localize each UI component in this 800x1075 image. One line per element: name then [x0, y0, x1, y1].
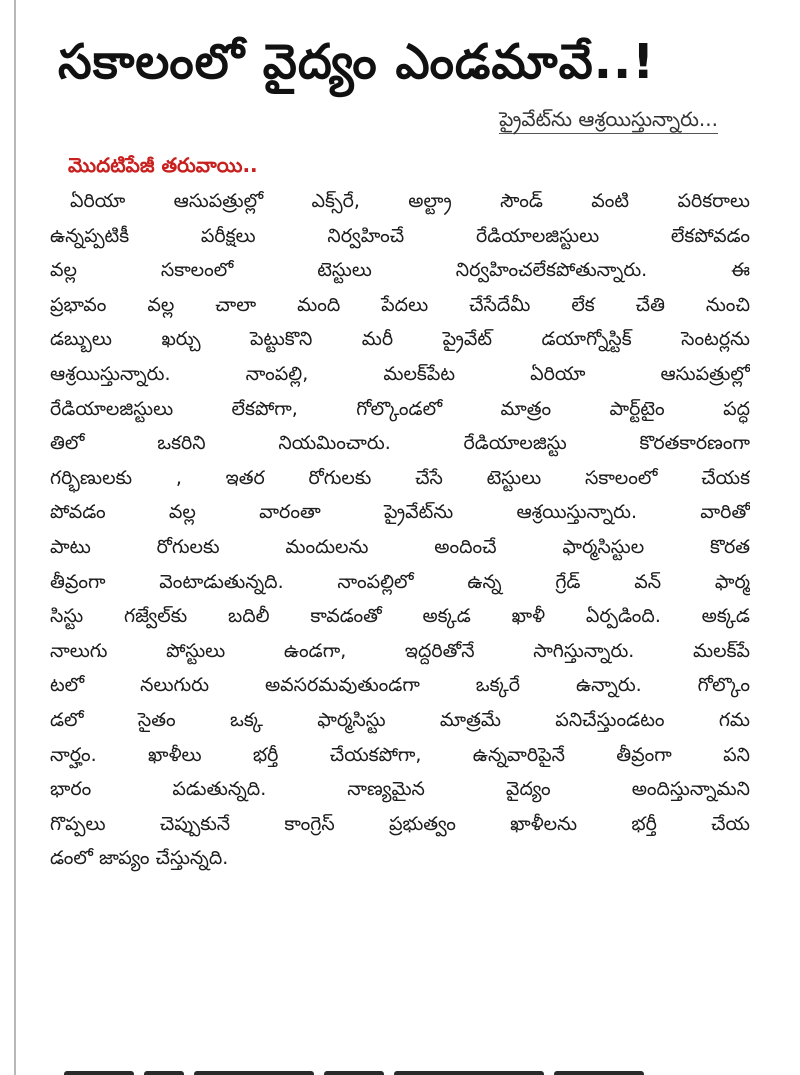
- article-body-line: పాటు రోగులకు మందులను అందించే ఫార్మసిస్టుల కొరత: [50, 535, 750, 558]
- article-body-line: తిలో ఒకరిని నియమించారు. రేడియాలజిస్టు కొరతకారణంగా: [50, 432, 750, 455]
- article-body-line: డంలో జాప్యం చేస్తున్నది.: [50, 847, 229, 870]
- article-body: [50, 184, 750, 876]
- article-body-line: ఉన్నప్పటికీ పరీక్షలు నిర్వహించే రేడియాలజిస్టులు లేకపోవడం: [50, 224, 750, 247]
- article-body-line: డబ్బులు ఖర్చు పెట్టుకొని మరీ ప్రైవేట్ డయాగ్నోస్టిక్ సెంటర్లను: [50, 328, 750, 351]
- article-body-line: ప్రభావం వల్ల చాలా మంది పేదలు చేసేదేమీ లేక చేతి నుంచి: [50, 293, 750, 316]
- article-body-line: భారం పడుతున్నది. నాణ్యమైన వైద్యం అందిస్తున్నామని: [50, 778, 750, 801]
- article-body-line: నార్హం. ఖాళీలు భర్తీ చేయకపోగా, ఉన్నవారిపైనే తీవ్రంగా పని: [50, 743, 750, 766]
- article-body-line: ఏరియా ఆసుపత్రుల్లో ఎక్స్‌రే, అల్ట్రా సౌండ్ వంటి పరికరాలు: [70, 190, 750, 212]
- article-body-line: సిస్టు గజ్వేల్‌కు బదిలీ కావడంతో అక్కడ ఖాళీ ఏర్పడింది. అక్కడ: [50, 605, 750, 628]
- article-headline: సకాలంలో వైద్యం ఎండమావే..!: [58, 34, 656, 90]
- article-subheadline: ప్రైవేట్‌ను ఆశ్రయిస్తున్నారు...: [499, 107, 718, 134]
- article-body-line: టలో నలుగురు అవసరమవుతుండగా ఒక్కరే ఉన్నారు. గోల్కొం: [50, 674, 750, 697]
- article-body-line: పోవడం వల్ల వారంతా ప్రైవేట్‌ను ఆశ్రయిస్తున్నారు. వారితో: [50, 501, 750, 524]
- article-subheadline-wrapper: [50, 104, 718, 134]
- article-body-line: గర్భిణులకు , ఇతర రోగులకు చేసే టెస్టులు సకాలంలో చేయక: [50, 466, 750, 489]
- article-body-line: గొప్పలు చెప్పుకునే కాంగ్రెస్ ప్రభుత్వం ఖాళీలను భర్తీ చేయ: [50, 812, 750, 835]
- article-body-line: వల్ల సకాలంలో టెస్టులు నిర్వహించలేకపోతున్నారు. ఈ: [50, 259, 750, 282]
- next-article-line-cutoff: [64, 1064, 704, 1075]
- article-body-line: తీవ్రంగా వెంటాడుతున్నది. నాంపల్లిలో ఉన్న గ్రేడ్ వన్ ఫార్మ: [50, 570, 750, 593]
- article-body-line: నాలుగు పోస్టులు ఉండగా, ఇద్దరితోనే సాగిస్తున్నారు. మలక్‌పే: [50, 639, 750, 662]
- continued-from-front-page-label: మొదటిపేజీ తరువాయి..: [68, 153, 258, 177]
- news-article: [50, 28, 750, 876]
- column-divider-rule: [14, 0, 16, 1075]
- article-body-line: రేడియాలజిస్టులు లేకపోగా, గోల్కొండలో మాత్రం పార్ట్‌టైం పద్ధ: [50, 397, 750, 420]
- article-body-line: ఆశ్రయిస్తున్నారు. నాంపల్లి, మలక్‌పేట ఏరియా ఆసుపత్రుల్లో: [50, 362, 750, 385]
- article-body-line: డలో సైతం ఒక్క ఫార్మసిస్టు మాత్రమే పనిచేస్తుండటం గమ: [50, 708, 750, 731]
